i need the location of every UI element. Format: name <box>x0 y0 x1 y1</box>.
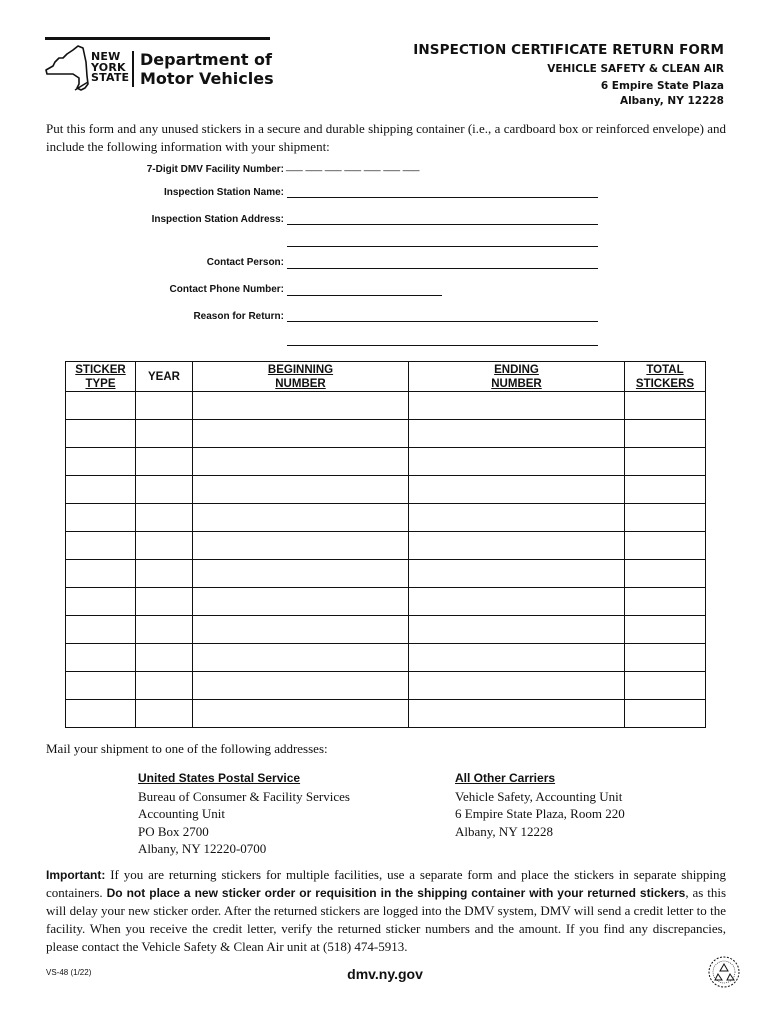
reason-label: Reason for Return: <box>193 311 284 322</box>
other-carriers-address-line: 6 Empire State Plaza, Room 220 <box>455 806 625 821</box>
table-row <box>66 700 706 728</box>
other-carriers-address-line: Vehicle Safety, Accounting Unit <box>455 788 623 804</box>
cell-year[interactable] <box>136 588 193 616</box>
cell-sticker-type[interactable] <box>66 532 136 560</box>
cell-total-stickers[interactable] <box>625 560 706 588</box>
table-row <box>66 392 706 420</box>
cell-year[interactable] <box>136 448 193 476</box>
cell-ending-number[interactable] <box>409 560 625 588</box>
cell-sticker-type[interactable] <box>66 504 136 532</box>
cell-total-stickers[interactable] <box>625 588 706 616</box>
table-row <box>66 644 706 672</box>
unit-name: VEHICLE SAFETY & CLEAN AIR <box>547 63 724 75</box>
table-row <box>66 672 706 700</box>
important-label: Important: <box>46 868 106 882</box>
cell-year[interactable] <box>136 644 193 672</box>
cell-total-stickers[interactable] <box>625 644 706 672</box>
station-address-field-line-2[interactable] <box>287 246 598 247</box>
form-title: INSPECTION CERTIFICATE RETURN FORM <box>413 42 724 58</box>
table-header-row <box>66 362 706 392</box>
usps-address-line: Accounting Unit <box>138 806 226 821</box>
address-line-2: Albany, NY 12228 <box>619 95 724 107</box>
cell-total-stickers[interactable] <box>625 672 706 700</box>
cell-sticker-type[interactable] <box>66 420 136 448</box>
cell-ending-number[interactable] <box>409 644 625 672</box>
cell-ending-number[interactable] <box>409 476 625 504</box>
reason-field[interactable] <box>287 321 598 322</box>
cell-beginning-number[interactable] <box>193 588 409 616</box>
cell-beginning-number[interactable] <box>193 392 409 420</box>
cell-beginning-number[interactable] <box>193 448 409 476</box>
station-address-label: Inspection Station Address: <box>151 214 284 225</box>
cell-year[interactable] <box>136 700 193 728</box>
cell-ending-number[interactable] <box>409 392 625 420</box>
cell-ending-number[interactable] <box>409 700 625 728</box>
important-notice: Important: If you are returning stickers for multiple facilities, use a separate form and place the stickers in separate shipping containers. Do not place a new sticker order or requisition in the shipping container with your returned stickers, as this will delay your new sticker order. After the returned stickers are logged into the DMV system, DMV will send a credit letter to the facility. When you receive the credit letter, verify the returned sticker numbers and the amount. If you find any discrepancies, please contact the Vehicle Safety & Clean Air unit at (518) 474-5913. <box>46 867 727 954</box>
cell-ending-number[interactable] <box>409 532 625 560</box>
cell-ending-number[interactable] <box>409 420 625 448</box>
website-link[interactable]: dmv.ny.gov <box>347 966 423 982</box>
usps-address-line: Bureau of Consumer & Facility Services <box>138 788 350 804</box>
cell-total-stickers[interactable] <box>625 532 706 560</box>
col-header-year: YEAR <box>136 362 193 392</box>
logo-divider <box>132 51 134 87</box>
other-carriers-address-block <box>455 770 625 840</box>
cell-sticker-type[interactable] <box>66 476 136 504</box>
contact-phone-field[interactable] <box>287 295 442 296</box>
cell-sticker-type[interactable] <box>66 616 136 644</box>
form-number: VS-48 (1/22) <box>46 968 92 977</box>
cell-beginning-number[interactable] <box>193 616 409 644</box>
important-bold-warning: Do not place a new sticker order or requisition in the shipping container with your returned stickers <box>106 886 686 900</box>
intro-paragraph: Put this form and any unused stickers in a secure and durable shipping container (i.e., a cardboard box or reinforced envelope) and include the following information with your shipment: <box>46 121 726 154</box>
col-header-sticker-type: STICKER TYPE <box>66 362 136 392</box>
cell-year[interactable] <box>136 672 193 700</box>
cell-year[interactable] <box>136 392 193 420</box>
cell-sticker-type[interactable] <box>66 644 136 672</box>
station-name-label: Inspection Station Name: <box>163 187 284 198</box>
recycle-icon <box>707 955 741 994</box>
table-row <box>66 504 706 532</box>
station-name-field[interactable] <box>287 197 598 198</box>
cell-ending-number[interactable] <box>409 448 625 476</box>
cell-beginning-number[interactable] <box>193 420 409 448</box>
other-carriers-heading: All Other Carriers <box>455 771 556 785</box>
table-row <box>66 616 706 644</box>
cell-total-stickers[interactable] <box>625 420 706 448</box>
cell-total-stickers[interactable] <box>625 700 706 728</box>
table-row <box>66 560 706 588</box>
other-carriers-address-line: Albany, NY 12228 <box>455 823 553 839</box>
sticker-table <box>65 361 706 728</box>
usps-heading: United States Postal Service <box>138 771 301 785</box>
cell-beginning-number[interactable] <box>193 644 409 672</box>
cell-beginning-number[interactable] <box>193 560 409 588</box>
contact-person-label: Contact Person: <box>206 257 284 268</box>
mail-instructions: Mail your shipment to one of the following addresses: <box>46 741 328 756</box>
cell-sticker-type[interactable] <box>66 448 136 476</box>
cell-total-stickers[interactable] <box>625 476 706 504</box>
cell-year[interactable] <box>136 616 193 644</box>
cell-ending-number[interactable] <box>409 616 625 644</box>
header-rule <box>45 37 270 40</box>
col-header-total-stickers: TOTAL STICKERS <box>625 362 706 392</box>
cell-sticker-type[interactable] <box>66 700 136 728</box>
contact-phone-label: Contact Phone Number: <box>169 284 284 295</box>
cell-year[interactable] <box>136 420 193 448</box>
usps-address-line: Albany, NY 12220-0700 <box>138 841 267 856</box>
address-line-1: 6 Empire State Plaza <box>600 80 724 92</box>
cell-total-stickers[interactable] <box>625 616 706 644</box>
table-row <box>66 532 706 560</box>
cell-sticker-type[interactable] <box>66 560 136 588</box>
cell-beginning-number[interactable] <box>193 476 409 504</box>
cell-ending-number[interactable] <box>409 672 625 700</box>
cell-beginning-number[interactable] <box>193 504 409 532</box>
cell-year[interactable] <box>136 504 193 532</box>
table-row <box>66 476 706 504</box>
logo-dmv-text: Department of Motor Vehicles <box>140 50 274 88</box>
nys-dmv-logo <box>45 44 274 92</box>
reason-field-line-2[interactable] <box>287 345 598 346</box>
cell-beginning-number[interactable] <box>193 672 409 700</box>
cell-total-stickers[interactable] <box>625 448 706 476</box>
cell-year[interactable] <box>136 476 193 504</box>
cell-ending-number[interactable] <box>409 504 625 532</box>
cell-year[interactable] <box>136 532 193 560</box>
new-york-state-map-icon <box>45 44 89 92</box>
usps-address-line: PO Box 2700 <box>138 823 209 839</box>
col-header-ending-number: ENDING NUMBER <box>409 362 625 392</box>
cell-total-stickers[interactable] <box>625 392 706 420</box>
cell-sticker-type[interactable] <box>66 392 136 420</box>
table-row <box>66 420 706 448</box>
col-header-beginning-number: BEGINNING NUMBER <box>193 362 409 392</box>
cell-sticker-type[interactable] <box>66 588 136 616</box>
cell-sticker-type[interactable] <box>66 672 136 700</box>
cell-beginning-number[interactable] <box>193 532 409 560</box>
facility-number-field[interactable]: ___ ___ ___ ___ ___ ___ ___ <box>286 161 420 172</box>
facility-number-label: 7-Digit DMV Facility Number: <box>146 164 284 175</box>
contact-person-field[interactable] <box>287 268 598 269</box>
cell-ending-number[interactable] <box>409 588 625 616</box>
table-row <box>66 448 706 476</box>
station-address-field[interactable] <box>287 224 598 225</box>
cell-year[interactable] <box>136 560 193 588</box>
table-row <box>66 588 706 616</box>
usps-address-block <box>138 770 350 858</box>
cell-beginning-number[interactable] <box>193 700 409 728</box>
logo-new-york-state-text: NEW YORK STATE <box>91 50 130 84</box>
cell-total-stickers[interactable] <box>625 504 706 532</box>
